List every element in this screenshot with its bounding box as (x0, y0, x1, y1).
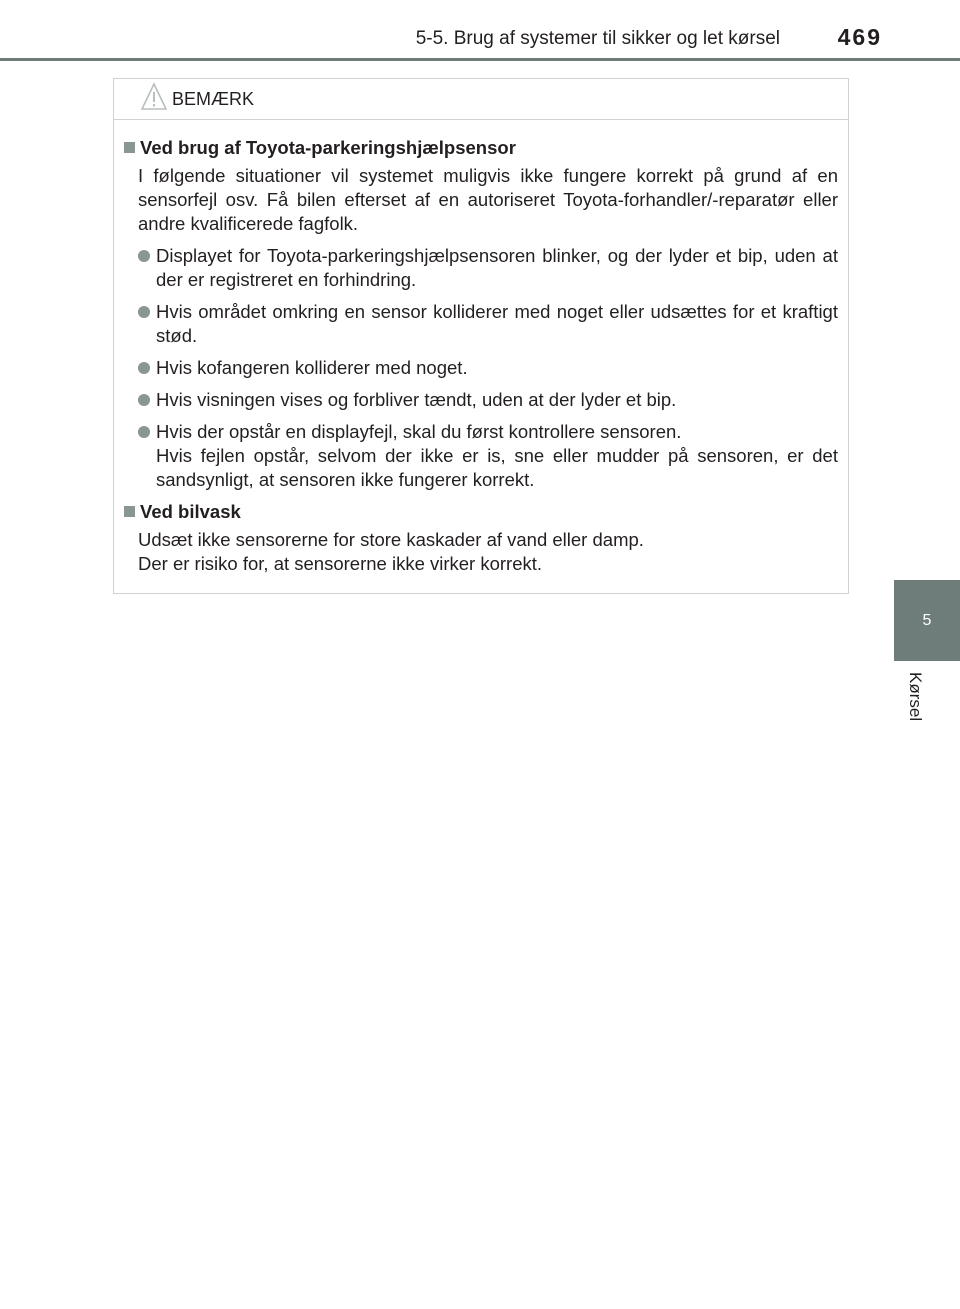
list-item-line: Hvis der opstår en displayfejl, skal du først kontrollere sensoren. (156, 421, 682, 442)
list-item-text: Hvis området omkring en sensor kolliderer med noget eller udsættes for et kraftigt stød. (156, 301, 838, 346)
circle-bullet-icon (138, 426, 150, 438)
square-bullet-icon (124, 506, 135, 517)
chapter-tab (894, 580, 960, 661)
list-item (138, 300, 838, 348)
warning-triangle-icon (140, 82, 168, 112)
list-item-text: Hvis kofangeren kolliderer med noget. (156, 357, 468, 378)
page-number: 469 (837, 24, 882, 50)
list-item-text: Hvis visningen vises og forbliver tændt, uden at der lyder et bip. (156, 389, 677, 410)
list-item-text: Displayet for Toyota-parkeringshjælpsensoren blinker, og der lyder et bip, uden at der er registreret en forhindring. (156, 245, 838, 290)
header-divider (0, 58, 960, 61)
notice-box (113, 78, 849, 594)
square-bullet-icon (124, 142, 135, 153)
circle-bullet-icon (138, 306, 150, 318)
section-intro: I følgende situationer vil systemet muligvis ikke fungere korrekt på grund af en sensorfejl osv. Få bilen efterset af en autoriseret Toyota-forhandler/-reparatør eller andre kvalificerede fagfolk. (138, 165, 838, 234)
list-item (138, 356, 838, 380)
notice-label: BEMÆRK (172, 89, 255, 109)
list-item-text (156, 420, 838, 492)
section-line: Der er risiko for, at sensorerne ikke virker korrekt. (138, 553, 543, 574)
section-heading (124, 136, 838, 160)
chapter-number: 5 (922, 611, 932, 629)
list-item-line: Hvis fejlen opstår, selvom der ikke er is, sne eller mudder på sensoren, er det sandsynligt, at sensoren ikke fungerer korrekt. (156, 445, 838, 490)
list-item (138, 244, 838, 292)
circle-bullet-icon (138, 362, 150, 374)
notice-body (114, 120, 848, 576)
section-title: 5-5. Brug af systemer til sikker og let kørsel (415, 28, 780, 49)
section-line: Udsæt ikke sensorerne for store kaskader af vand eller damp. (138, 529, 644, 550)
section-heading-text: Ved bilvask (140, 501, 241, 522)
section-heading-text: Ved brug af Toyota-parkeringshjælpsensor (140, 137, 516, 158)
circle-bullet-icon (138, 394, 150, 406)
list-item (138, 420, 838, 492)
circle-bullet-icon (138, 250, 150, 262)
section-heading (124, 500, 838, 524)
chapter-label: Kørsel (906, 672, 925, 722)
list-item (138, 388, 838, 412)
notice-header (114, 79, 848, 120)
